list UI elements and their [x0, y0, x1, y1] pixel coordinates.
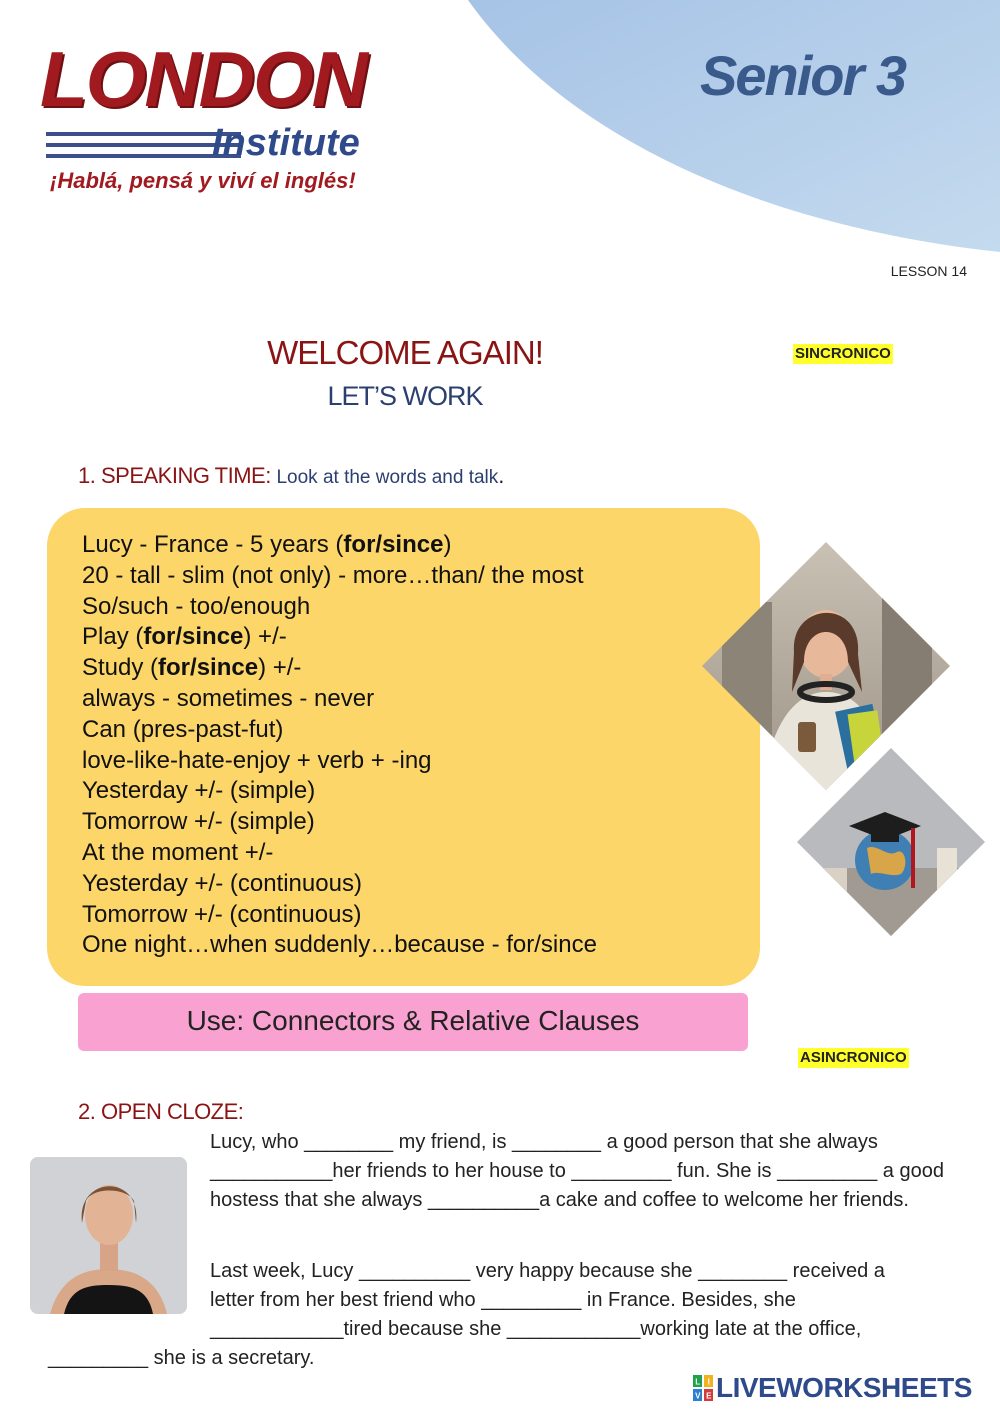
- prompt-suffix: ) +/-: [243, 623, 287, 651]
- logo-subtitle: Institute: [212, 122, 360, 164]
- prompt-keyword: for/since: [143, 623, 244, 651]
- cloze-p2-line-2: letter from her best friend who _________ in France. Besides, she: [210, 1289, 796, 1311]
- use-connectors-banner: Use: Connectors & Relative Clauses: [78, 993, 748, 1051]
- sync-badge: SINCRONICO: [795, 345, 891, 362]
- logo-wordmark: LONDON: [40, 35, 366, 123]
- section-2-heading: [78, 1101, 243, 1123]
- cloze-p2-line-3: ____________tired because she ____________working late at the office,: [210, 1318, 862, 1340]
- speaking-prompt-item: [82, 653, 597, 684]
- prompt-text: Yesterday +/- (continuous): [82, 869, 362, 897]
- prompt-suffix: ): [443, 531, 452, 558]
- liveworksheets-brand: [693, 1374, 972, 1402]
- speaking-prompt-item: [82, 776, 597, 807]
- section-1-number: 1.: [78, 463, 96, 488]
- section-2-title: OPEN CLOZE:: [100, 1099, 244, 1124]
- speaking-prompt-item: [82, 807, 597, 838]
- prompt-text: always - sometimes - never: [82, 684, 375, 712]
- speaking-prompt-item: [82, 930, 597, 961]
- lesson-number: LESSON 14: [890, 263, 967, 279]
- prompt-keyword: for/since: [343, 531, 444, 558]
- speaking-prompt-item: [82, 869, 597, 900]
- speaking-prompt-item: [82, 592, 597, 623]
- speaking-prompt-item: [82, 715, 597, 746]
- prompt-text: Lucy - France - 5 years (: [82, 531, 344, 558]
- speaking-prompt-item: [82, 746, 597, 777]
- portrait-illustration: [30, 1157, 187, 1314]
- section-1-heading: [78, 465, 504, 487]
- prompt-text: 20 - tall - slim (not only) - more…than/ the most: [82, 561, 584, 589]
- speaking-prompts-list: [82, 530, 597, 961]
- icon-letter-i: I: [707, 1377, 710, 1387]
- cloze-p2-line-1: Last week, Lucy __________ very happy because she ________ received a: [210, 1260, 885, 1282]
- course-level: Senior 3: [700, 44, 905, 107]
- prompt-text: Play (: [82, 623, 144, 651]
- speaking-prompt-item: [82, 622, 597, 653]
- london-institute-logo: [40, 35, 430, 200]
- async-badge: ASINCRONICO: [800, 1049, 907, 1066]
- cloze-p2-line-4: _________ she is a secretary.: [48, 1347, 315, 1369]
- graduation-globe-photo: [797, 748, 985, 936]
- speaking-prompt-item: [82, 684, 597, 715]
- section-1-period: .: [498, 463, 504, 488]
- prompt-text: Yesterday +/- (simple): [82, 777, 316, 805]
- prompt-suffix: ) +/-: [258, 654, 302, 682]
- section-2-number: 2.: [78, 1099, 96, 1124]
- speaking-prompt-item: [82, 530, 597, 561]
- page-title: WELCOME AGAIN!: [267, 334, 543, 371]
- prompt-text: One night…when suddenly…because - for/since: [82, 931, 597, 959]
- speaking-prompt-item: [82, 561, 597, 592]
- icon-letter-v: V: [695, 1391, 700, 1401]
- prompt-text: At the moment +/-: [82, 838, 274, 866]
- speaking-prompt-item: [82, 900, 597, 931]
- speaking-prompt-item: [82, 838, 597, 869]
- prompt-text: Can (pres-past-fut): [82, 715, 284, 743]
- section-1-title: SPEAKING TIME:: [100, 463, 271, 488]
- prompt-text: love-like-hate-enjoy + verb + -ing: [82, 746, 432, 774]
- prompt-text: Study (: [82, 654, 159, 682]
- prompt-text: So/such - too/enough: [82, 592, 311, 620]
- logo-tagline: ¡Hablá, pensá y viví el inglés!: [50, 168, 356, 193]
- prompt-text: Tomorrow +/- (simple): [82, 808, 315, 836]
- section-1-instruction: Look at the words and talk: [276, 467, 499, 488]
- icon-letter-e: E: [706, 1391, 711, 1401]
- brand-text: LIVEWORKSHEETS: [716, 1372, 972, 1403]
- cloze-paragraph-1: Lucy, who ________ my friend, is ________ a good person that she always ___________her friends to her house to _________ fun. She is _________ a good hostess that she always __________a cake and coffee to welcome her friends.: [210, 1131, 944, 1211]
- woman-portrait-photo: [30, 1157, 187, 1314]
- prompt-keyword: for/since: [158, 654, 259, 682]
- prompt-text: Tomorrow +/- (continuous): [82, 900, 362, 928]
- page-subtitle: LET’S WORK: [327, 381, 483, 411]
- icon-letter-l: L: [695, 1377, 700, 1387]
- liveworksheets-cube-icon: [693, 1375, 713, 1401]
